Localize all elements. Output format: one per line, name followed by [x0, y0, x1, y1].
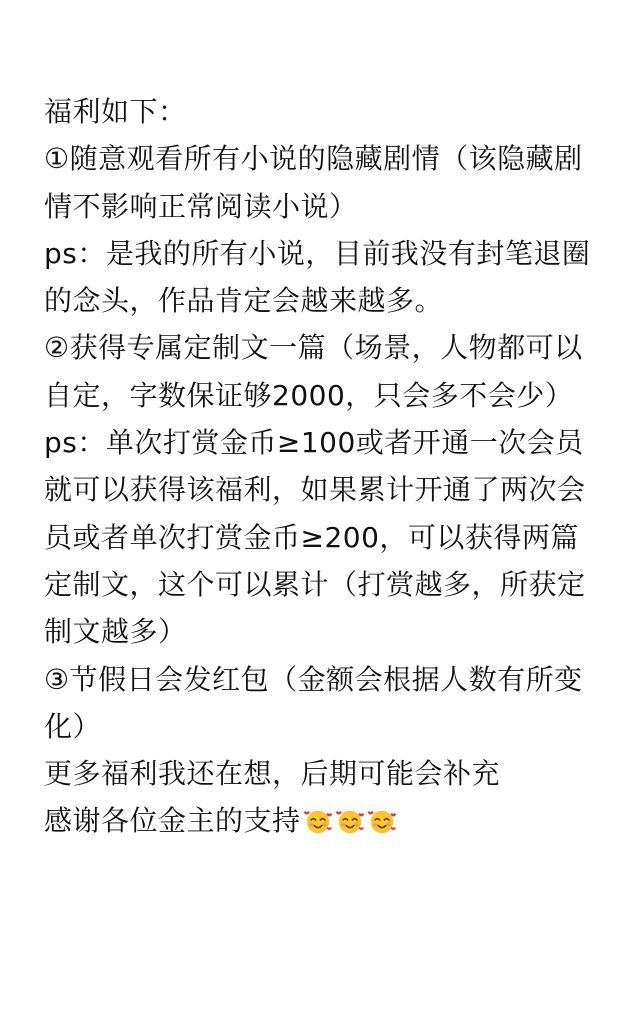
closing-line [44, 797, 604, 844]
text-line: 制文越多） [44, 615, 187, 649]
text-line: 的念头，作品肯定会越来越多。 [44, 284, 444, 318]
text-line: 福利如下： [44, 95, 187, 128]
text-line: ps：单次打赏金币≥100或者开通一次会员 [44, 426, 584, 460]
text-line: ①随意观看所有小说的隐藏剧情（该隐藏剧 [44, 142, 583, 176]
text-line: ps：是我的所有小说，目前我没有封笔退圈 [44, 236, 591, 270]
text-line: 更多福利我还在想，后期可能会补充 [44, 757, 501, 791]
closing-text: 感谢各位金主的支持 [44, 804, 301, 838]
text-line: 情不影响正常阅读小说） [44, 189, 358, 223]
text-line: 就可以获得该福利，如果累计开通了两次会 [44, 473, 586, 507]
smiling-face-with-hearts-icon [367, 806, 397, 836]
text-line: 化） [44, 709, 102, 743]
text-line: 员或者单次打赏金币≥200，可以获得两篇 [44, 520, 579, 554]
emoji-row [301, 804, 397, 837]
text-line: 定制文，这个可以累计（打赏越多，所获定 [44, 567, 586, 601]
text-line: ③节假日会发红包（金额会根据人数有所变 [44, 662, 583, 696]
text-line: ②获得专属定制文一篇（场景，人物都可以 [44, 331, 583, 365]
smiling-face-with-hearts-icon [335, 806, 365, 836]
note-text [44, 88, 604, 845]
text-line: 自定，字数保证够2000，只会多不会少） [44, 378, 574, 412]
smiling-face-with-hearts-icon [303, 806, 333, 836]
